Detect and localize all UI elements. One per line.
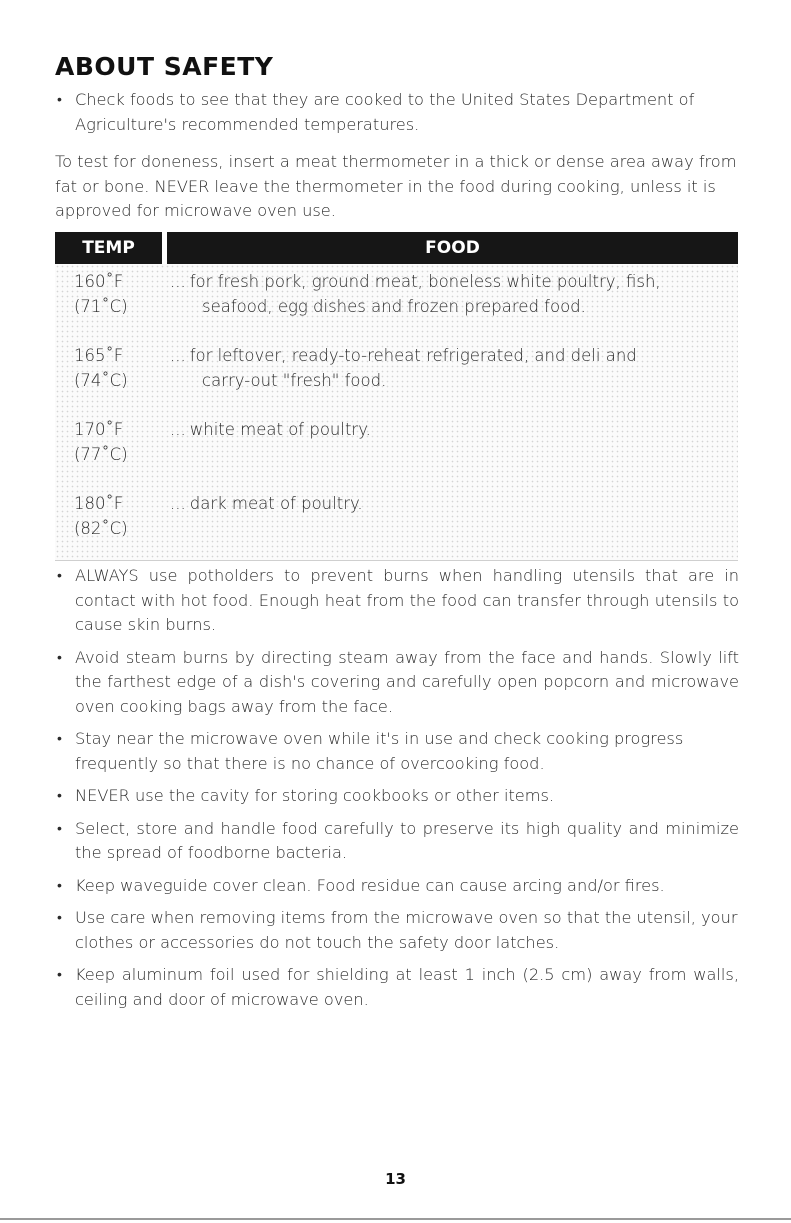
food-text-line1: for fresh pork, ground meat, boneless white poultry, fish, <box>189 272 661 291</box>
leader-dots: ... <box>170 346 186 365</box>
bullet-item <box>55 784 739 809</box>
table-row <box>55 412 738 486</box>
bullet-item <box>55 727 739 776</box>
temp-fahrenheit: 170˚F <box>74 420 124 439</box>
temp-fahrenheit: 160˚F <box>74 272 124 291</box>
temp-celsius: (71˚C) <box>74 296 128 316</box>
food-text-line1: white meat of poultry. <box>189 420 371 439</box>
temp-fahrenheit: 180˚F <box>74 494 124 513</box>
food-cell <box>162 412 738 486</box>
bullet-text: Avoid steam burns by directing steam away from the face and hands. Slowly lift the farthest edge of a dish's covering and carefully open popcorn and microwave oven cooking bags away from the face. <box>75 647 739 716</box>
bullet-icon: • <box>57 568 62 584</box>
table-row <box>55 264 738 338</box>
bottom-rule <box>0 1218 791 1220</box>
food-cell <box>162 264 738 338</box>
temperature-table <box>55 232 738 561</box>
table-row <box>55 338 738 412</box>
temp-celsius: (82˚C) <box>74 518 128 538</box>
intro-paragraph: To test for doneness, insert a meat thermometer in a thick or dense area away from fat or bone. NEVER leave the thermometer in the food during cooking, unless it is approved for microwave oven use. <box>55 152 737 220</box>
temp-cell <box>55 412 162 486</box>
bullet-text: Stay near the microwave oven while it's in use and check cooking progress frequently so that there is no chance of overcooking food. <box>75 729 684 773</box>
temp-celsius: (77˚C) <box>74 444 128 464</box>
bullet-icon: • <box>57 820 62 837</box>
table-header <box>55 232 738 264</box>
bullet-item <box>55 817 739 866</box>
bullet-item <box>55 88 745 137</box>
food-cell <box>162 338 738 412</box>
bullet-item <box>55 646 739 720</box>
intro-bullet-block <box>55 88 745 137</box>
bullet-text: NEVER use the cavity for storing cookbooks or other items. <box>75 786 555 805</box>
temp-cell <box>55 486 162 560</box>
page-number: 13 <box>385 1170 406 1188</box>
food-text-line2: seafood, egg dishes and frozen prepared food. <box>202 296 586 316</box>
bullet-icon: • <box>57 788 62 804</box>
food-text-line2: carry-out "fresh" food. <box>202 370 387 390</box>
table-body <box>55 264 738 561</box>
bullet-text: ALWAYS use potholders to prevent burns when handling utensils that are in contact with hot food. Enough heat from the food can transfer through utensils to cause skin burns. <box>75 566 739 634</box>
safety-bullet-list <box>55 564 739 1020</box>
food-text-line1: for leftover, ready-to-reheat refrigerated, and deli and <box>189 346 637 365</box>
bullet-text: Use care when removing items from the microwave oven so that the utensil, your clothes or accessories do not touch the safety door latches. <box>75 908 738 952</box>
food-text-line1: dark meat of poultry. <box>189 494 363 513</box>
temp-fahrenheit: 165˚F <box>74 346 124 365</box>
leader-dots: ... <box>170 420 186 439</box>
bullet-text: Keep aluminum foil used for shielding at least 1 inch (2.5 cm) away from walls, ceiling and door of microwave oven. <box>75 965 739 1009</box>
table-row <box>55 486 738 560</box>
leader-dots: ... <box>170 272 186 291</box>
bullet-item <box>55 564 739 638</box>
header-food: FOOD <box>425 238 480 258</box>
temp-cell <box>55 264 162 338</box>
header-temp: TEMP <box>82 238 135 258</box>
bullet-text: Check foods to see that they are cooked to the United States Department of Agriculture's recommended temperatures. <box>75 90 695 134</box>
temp-celsius: (74˚C) <box>74 370 128 390</box>
bullet-text: Select, store and handle food carefully to preserve its high quality and minimize the spread of foodborne bacteria. <box>75 818 739 862</box>
bullet-icon: • <box>57 731 62 747</box>
temp-cell <box>55 338 162 412</box>
bullet-item <box>55 906 739 955</box>
bullet-text: Keep waveguide cover clean. Food residue can cause arcing and/or fires. <box>75 875 665 895</box>
bullet-icon: • <box>57 92 62 108</box>
food-cell <box>162 486 738 560</box>
bullet-item <box>55 963 739 1012</box>
section-heading: ABOUT SAFETY <box>55 52 274 81</box>
bullet-item <box>55 874 739 899</box>
bullet-icon: • <box>57 910 62 926</box>
leader-dots: ... <box>170 494 186 513</box>
bullet-icon: • <box>57 877 62 894</box>
bullet-icon: • <box>57 967 62 983</box>
bullet-icon: • <box>57 649 62 666</box>
